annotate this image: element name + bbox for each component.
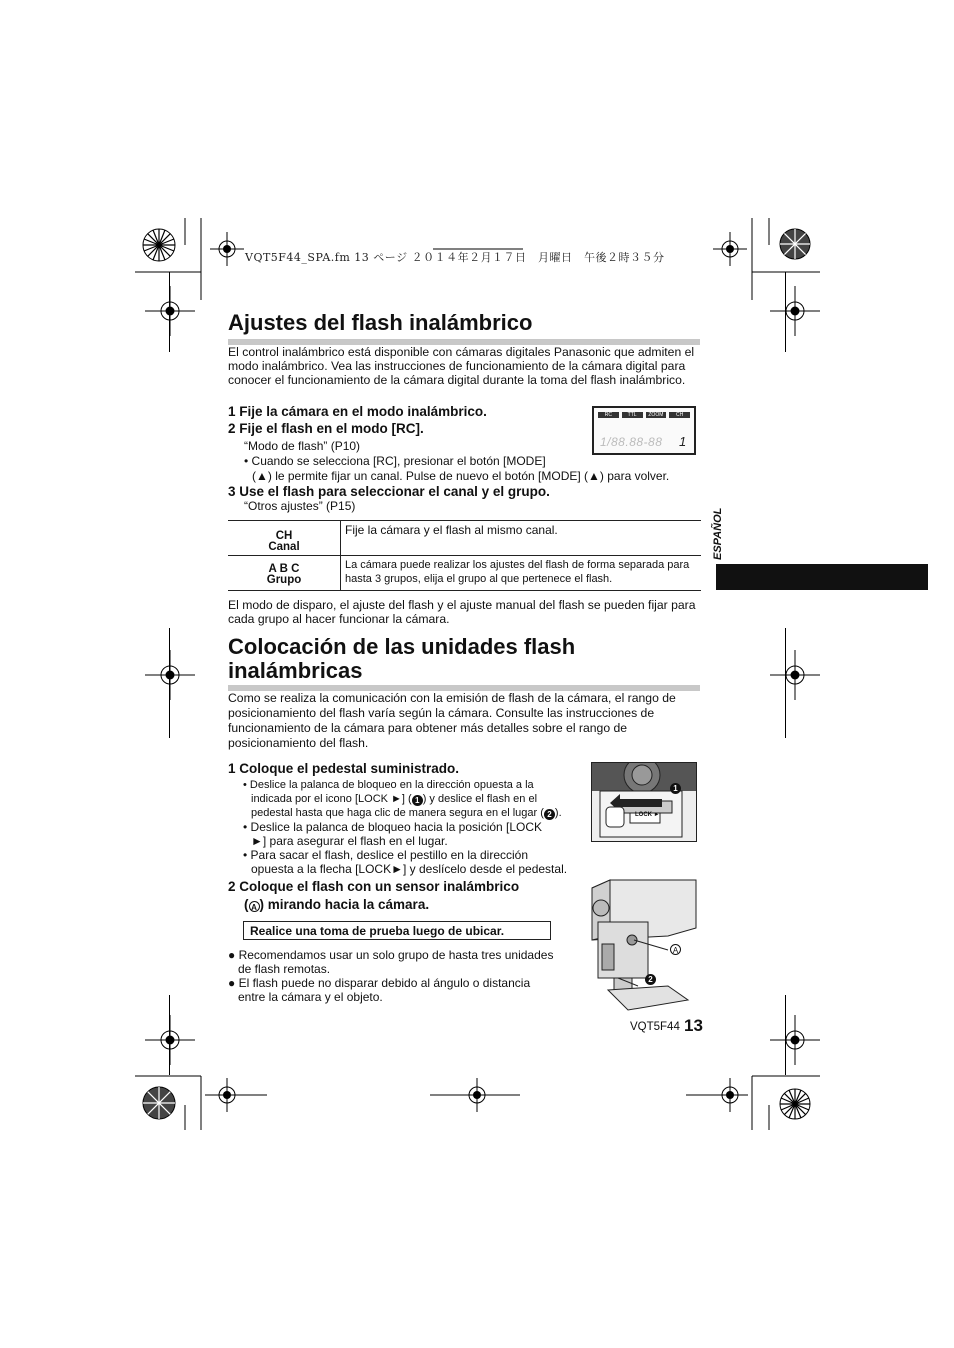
lcd-channel-value: 1 xyxy=(679,434,687,449)
crosshair-target-icon xyxy=(770,1015,820,1065)
section-title-placement-line2: inalámbricas xyxy=(228,658,363,683)
crosshair-line-icon xyxy=(686,1094,748,1096)
text: ( xyxy=(244,897,249,912)
table-row xyxy=(228,521,701,556)
table-desc-cell: La cámara puede realizar los ajustes del flash de forma separada para hasta 3 grupos, elija el grupo al que pertenece el flash. xyxy=(341,556,702,591)
step-1-bullet-3-line2: opuesta a la flecha [LOCK►] y deslícelo desde el pedestal. xyxy=(251,862,568,876)
step-1-bullet-3: • Para sacar el flash, deslice el pestillo en la dirección xyxy=(243,848,529,862)
step-1-bullet-1-line2 xyxy=(251,793,537,807)
starburst-registration-icon xyxy=(779,228,811,260)
step-1-attach-stand: 1 Coloque el pedestal suministrado. xyxy=(228,761,460,776)
text: ) y deslice el flash en el xyxy=(422,793,538,805)
table-desc-cell: Fije la cámara y el flash al mismo canal. xyxy=(341,521,702,556)
lcd-tab: CH xyxy=(669,412,690,418)
step-1-bullet-1-line3 xyxy=(251,807,562,821)
step-1-bullet-2-line2: ►] para asegurar el flash en el lugar. xyxy=(251,834,448,848)
language-label: ESPAÑOL xyxy=(712,507,724,560)
table-label-top: A B C xyxy=(268,563,300,575)
flash-drawing xyxy=(588,878,700,1018)
lock-label: LOCK ► xyxy=(635,812,660,818)
channel-group-table xyxy=(228,520,701,591)
crosshair-target-icon xyxy=(713,232,747,266)
text: pedestal hasta que haga clic de manera segura en el lugar ( xyxy=(251,807,544,819)
flash-unit-illustration xyxy=(588,878,700,1018)
vertical-crop-mark xyxy=(169,628,170,738)
starburst-registration-icon xyxy=(779,1088,811,1120)
crosshair-target-icon xyxy=(210,232,244,266)
section-title-placement-line1: Colocación de las unidades flash xyxy=(228,634,576,659)
outro-paragraph: El modo de disparo, el ajuste del flash y el ajuste manual del flash se pueden fijar para cada grupo al hacer funcionar la cámara. xyxy=(228,598,696,626)
bullet-recommend: ● Recomendamos usar un solo grupo de hasta tres unidades xyxy=(228,948,554,962)
marker-a-icon: A xyxy=(249,901,260,912)
test-shot-note: Realice una toma de prueba luego de ubicar. xyxy=(243,921,551,940)
vertical-crop-mark xyxy=(785,272,786,352)
vertical-crop-mark xyxy=(169,995,170,1075)
table-label-bottom: Canal xyxy=(268,541,300,553)
table-label-cell xyxy=(228,521,341,556)
crosshair-target-icon xyxy=(145,650,195,700)
step-3-reference: “Otros ajustes” (P15) xyxy=(244,499,356,513)
lcd-tab: RC xyxy=(598,412,619,418)
bullet-angle: ● El flash puede no disparar debido al ángulo o distancia xyxy=(228,976,531,990)
section-title-wireless-settings: Ajustes del flash inalámbrico xyxy=(228,310,533,335)
step-3-channel-group: 3 Use el flash para seleccionar el canal y el grupo. xyxy=(228,484,550,499)
lcd-digits: 1/88.88-88 xyxy=(600,435,663,449)
crosshair-line-icon xyxy=(430,1094,520,1096)
text: indicada por el icono [LOCK ►] ( xyxy=(251,793,412,805)
marker-a-icon: A xyxy=(670,944,681,955)
crosshair-target-icon xyxy=(145,286,195,336)
language-bar xyxy=(716,564,928,590)
lcd-tab-row xyxy=(598,412,690,418)
intro-paragraph: El control inalámbrico está disponible con cámaras digitales Panasonic que admiten el modo inalámbrico. Vea las instrucciones de funcionamiento de la cámara digital para conocer el funcionamiento de la cámara digital durante la toma del flash inalámbrico. xyxy=(228,345,695,387)
bullet-recommend-line2: de flash remotas. xyxy=(238,962,331,976)
crosshair-target-icon xyxy=(770,650,820,700)
vertical-crop-mark xyxy=(785,628,786,738)
text: ) mirando hacia la cámara. xyxy=(259,897,430,912)
step-2-face-sensor-line2 xyxy=(244,897,429,913)
placement-intro: Como se realiza la comunicación con la emisión de flash de la cámara, el rango de posicionamiento del flash varía según la cámara. Consulte las instrucciones de funcionamiento de la cámara para obtener más detalles sobre el rango de posicionamiento del flash. xyxy=(228,691,676,750)
step-2-face-sensor: 2 Coloque el flash con un sensor inalámbrico xyxy=(228,879,520,894)
marker-1-icon: 1 xyxy=(670,783,681,794)
marker-2-icon: 2 xyxy=(645,974,656,985)
step-1-set-camera: 1 Fije la cámara en el modo inalámbrico. xyxy=(228,404,487,419)
step-2-bullet: • Cuando se selecciona [RC], presionar el botón [MODE] xyxy=(244,454,546,468)
marker-1-icon: 1 xyxy=(412,795,423,806)
marker-2-icon: 2 xyxy=(544,809,555,820)
starburst-registration-icon xyxy=(142,1086,176,1120)
vertical-crop-mark xyxy=(785,995,786,1075)
page-number: 13 xyxy=(684,1016,703,1035)
step-2-set-flash-rc: 2 Fije el flash en el modo [RC]. xyxy=(228,421,424,436)
model-code: VQT5F44 xyxy=(630,1021,680,1033)
bullet-angle-line2: entre la cámara y el objeto. xyxy=(238,990,383,1004)
step-2-reference: “Modo de flash” (P10) xyxy=(244,439,361,453)
table-row xyxy=(228,556,701,591)
stand-attach-illustration xyxy=(591,762,697,842)
lcd-tab: ZOOM xyxy=(646,412,667,418)
starburst-registration-icon xyxy=(142,228,176,262)
step-1-bullet-1: • Deslice la palanca de bloqueo en la dirección opuesta a la xyxy=(243,779,534,791)
crosshair-target-icon xyxy=(145,1015,195,1065)
vertical-crop-mark xyxy=(169,272,170,352)
lcd-panel-illustration xyxy=(592,406,696,455)
table-label-cell xyxy=(228,556,341,591)
step-1-bullet-2: • Deslice la palanca de bloqueo hacia la posición [LOCK xyxy=(243,820,543,834)
crosshair-line-icon xyxy=(205,1094,267,1096)
table-label-bottom: Grupo xyxy=(266,574,302,586)
step-2-bullet-cont: (▲) le permite fijar un canal. Pulse de nuevo el botón [MODE] (▲) para volver. xyxy=(252,469,670,483)
lcd-tab: TTL xyxy=(622,412,643,418)
crosshair-target-icon xyxy=(770,286,820,336)
table-label-top: CH xyxy=(275,530,293,542)
file-header-line: VQT5F44_SPA.fm 13 ページ ２０１４年２月１７日 月曜日 午後２時３５分 xyxy=(245,251,665,264)
text: ). xyxy=(554,807,562,819)
stand-drawing xyxy=(592,763,697,842)
